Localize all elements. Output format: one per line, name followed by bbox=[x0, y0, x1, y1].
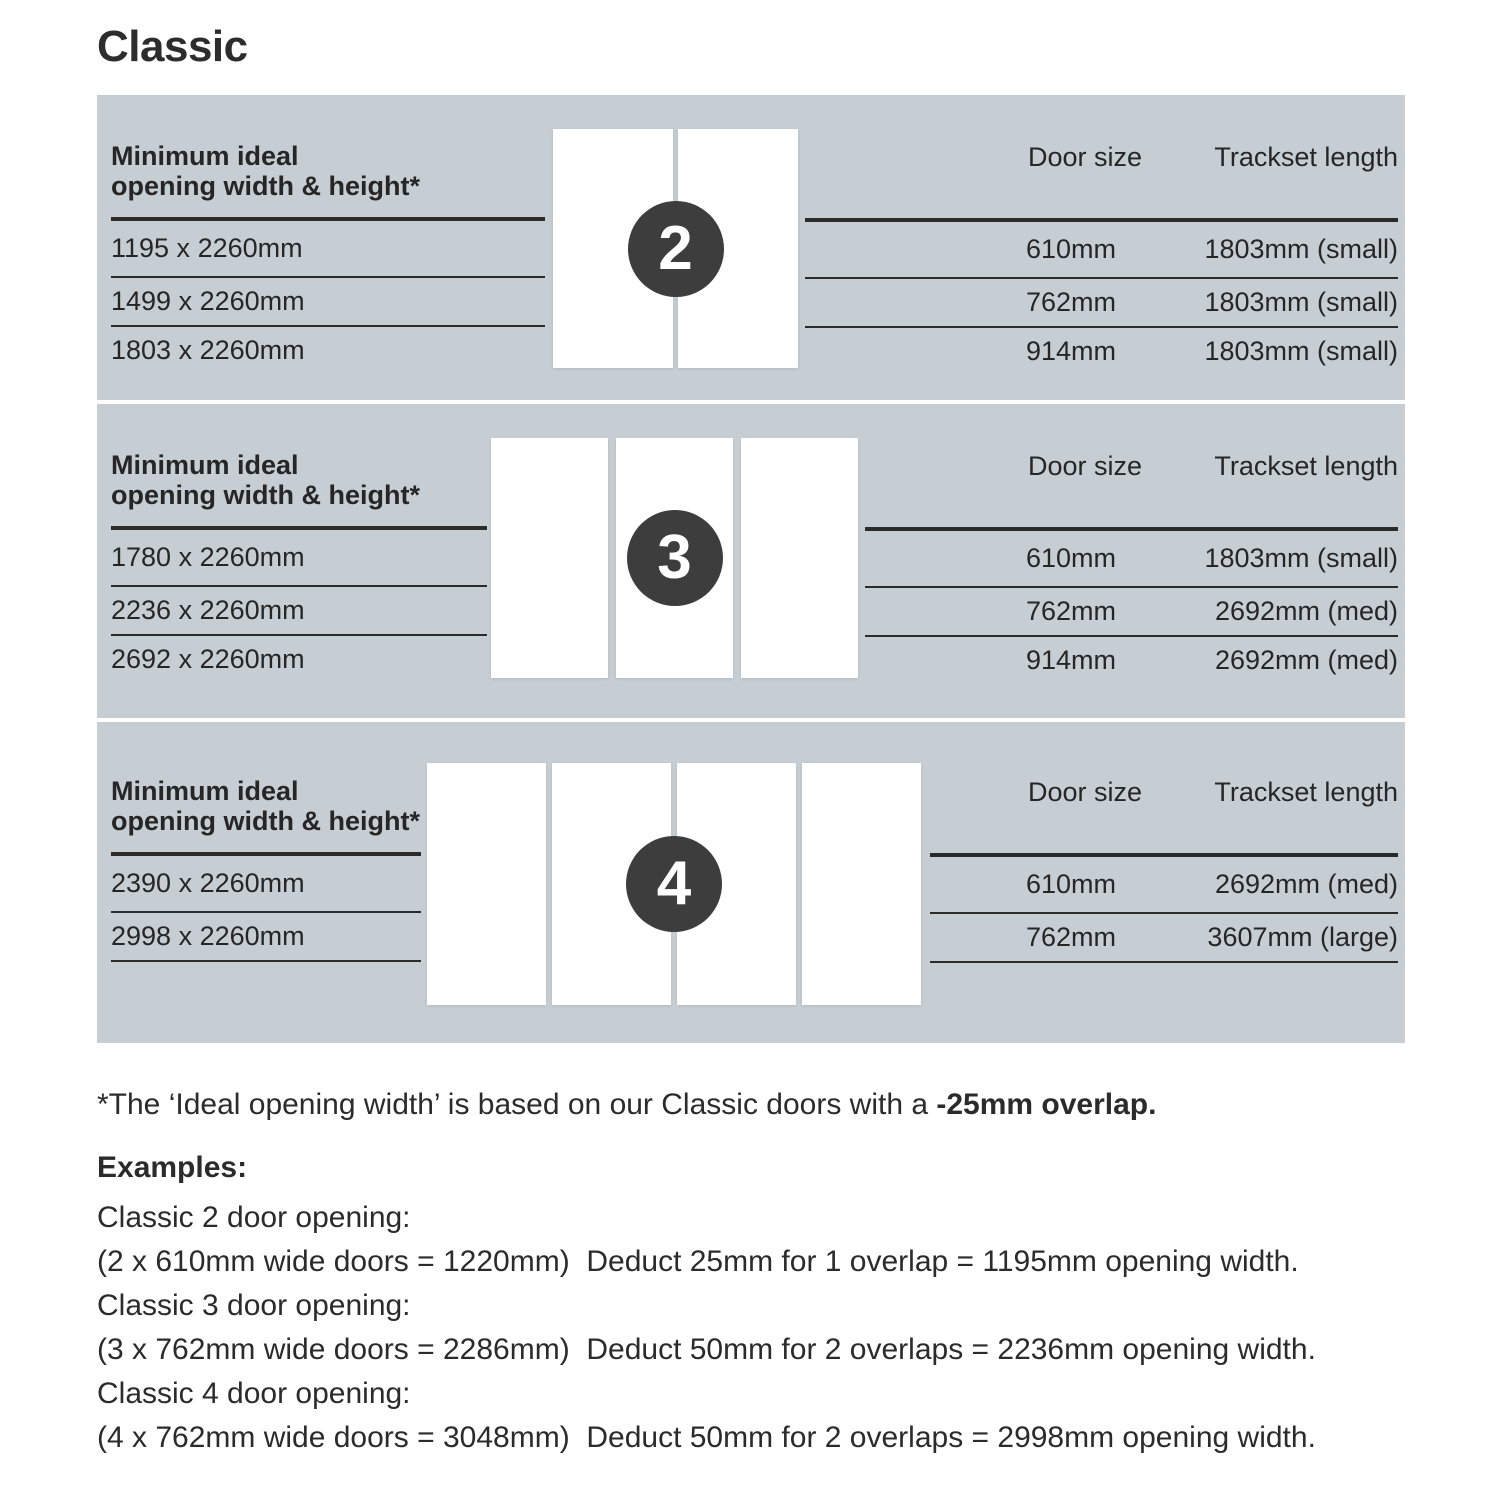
door-size-value: 762mm bbox=[1025, 596, 1116, 626]
opening-size-column bbox=[111, 722, 421, 962]
door-size-value: 914mm bbox=[1025, 645, 1116, 675]
door-size-header: Door size bbox=[1027, 451, 1142, 481]
opening-row bbox=[111, 856, 421, 913]
example-line: Classic 4 door opening: bbox=[97, 1377, 411, 1410]
section-4-door bbox=[97, 722, 1405, 1043]
opening-header-line1: Minimum ideal bbox=[111, 450, 299, 480]
examples-block bbox=[97, 1150, 1316, 1460]
opening-value: 1803 x 2260mm bbox=[111, 335, 305, 365]
door-diagram-2 bbox=[553, 129, 798, 368]
example-line: Classic 2 door opening: bbox=[97, 1201, 411, 1234]
opening-value: 2236 x 2260mm bbox=[111, 595, 305, 625]
door-panel bbox=[491, 438, 608, 678]
example-line: (2 x 610mm wide doors = 1220mm) Deduct 25mm for 1 overlap = 1195mm opening width. bbox=[97, 1245, 1299, 1278]
opening-row bbox=[111, 530, 487, 587]
opening-value: 2692 x 2260mm bbox=[111, 644, 305, 674]
opening-value: 2390 x 2260mm bbox=[111, 868, 305, 898]
trackset-value: 1803mm (small) bbox=[1204, 287, 1398, 317]
trackset-value: 2692mm (med) bbox=[1214, 869, 1398, 899]
opening-column-header bbox=[111, 139, 545, 221]
door-size-value: 762mm bbox=[1025, 287, 1116, 317]
opening-header-line2: opening width & height* bbox=[111, 806, 420, 836]
opening-row bbox=[111, 278, 545, 327]
example-line: (3 x 762mm wide doors = 2286mm) Deduct 50mm for 2 overlaps = 2236mm opening width. bbox=[97, 1333, 1316, 1366]
trackset-value: 1803mm (small) bbox=[1204, 234, 1398, 264]
door-count: 4 bbox=[656, 849, 692, 918]
table-row bbox=[805, 279, 1398, 328]
door-diagram-4 bbox=[427, 763, 921, 1005]
door-size-value: 914mm bbox=[1025, 336, 1116, 366]
opening-column-header bbox=[111, 774, 421, 856]
door-panel bbox=[802, 763, 921, 1005]
door-count-badge bbox=[627, 510, 723, 606]
door-size-value: 762mm bbox=[1025, 922, 1116, 952]
trackset-value: 2692mm (med) bbox=[1214, 645, 1398, 675]
table-row bbox=[865, 588, 1398, 637]
opening-size-column bbox=[111, 404, 487, 683]
door-size-value: 610mm bbox=[1025, 234, 1116, 264]
opening-value: 1499 x 2260mm bbox=[111, 286, 305, 316]
opening-row bbox=[111, 221, 545, 278]
trackset-header: Trackset length bbox=[1214, 451, 1398, 481]
table-row bbox=[930, 857, 1398, 914]
door-count-badge bbox=[626, 836, 722, 932]
examples-heading: Examples: bbox=[97, 1151, 248, 1184]
size-trackset-column bbox=[865, 404, 1398, 684]
section-3-door bbox=[97, 404, 1405, 718]
opening-header-line2: opening width & height* bbox=[111, 480, 420, 510]
trackset-value: 1803mm (small) bbox=[1204, 543, 1398, 573]
opening-value: 2998 x 2260mm bbox=[111, 921, 305, 951]
opening-size-column bbox=[111, 95, 545, 374]
table-row bbox=[930, 914, 1398, 963]
door-size-header: Door size bbox=[1027, 777, 1142, 807]
example-line: (4 x 762mm wide doors = 3048mm) Deduct 50mm for 2 overlaps = 2998mm opening width. bbox=[97, 1421, 1316, 1454]
opening-value: 1780 x 2260mm bbox=[111, 542, 305, 572]
door-panel bbox=[741, 438, 858, 678]
opening-row bbox=[111, 587, 487, 636]
trackset-header: Trackset length bbox=[1214, 142, 1398, 172]
opening-row bbox=[111, 327, 545, 374]
footnote-bold: -25mm overlap. bbox=[936, 1088, 1157, 1121]
table-row bbox=[805, 222, 1398, 279]
door-size-value: 610mm bbox=[1025, 543, 1116, 573]
trackset-value: 3607mm (large) bbox=[1207, 922, 1398, 952]
opening-column-header bbox=[111, 448, 487, 530]
door-size-header: Door size bbox=[1027, 142, 1142, 172]
trackset-header: Trackset length bbox=[1214, 777, 1398, 807]
opening-header-line2: opening width & height* bbox=[111, 171, 420, 201]
opening-row bbox=[111, 913, 421, 962]
opening-header-line1: Minimum ideal bbox=[111, 776, 299, 806]
opening-header-line1: Minimum ideal bbox=[111, 141, 299, 171]
opening-row bbox=[111, 636, 487, 683]
size-column-header bbox=[930, 774, 1398, 857]
door-count-badge bbox=[628, 201, 724, 297]
footnote-text: *The ‘Ideal opening width’ is based on our Classic doors with a bbox=[97, 1088, 937, 1121]
table-row bbox=[865, 531, 1398, 588]
size-column-header bbox=[865, 448, 1398, 531]
opening-value: 1195 x 2260mm bbox=[111, 233, 303, 263]
spec-panel bbox=[97, 95, 1405, 1043]
door-count: 3 bbox=[657, 523, 692, 592]
trackset-value: 2692mm (med) bbox=[1214, 596, 1398, 626]
door-count: 2 bbox=[658, 213, 693, 283]
door-panel bbox=[427, 763, 546, 1005]
size-column-header bbox=[805, 139, 1398, 222]
page-title: Classic bbox=[97, 22, 248, 71]
overlap-footnote bbox=[97, 1088, 1156, 1122]
trackset-value: 1803mm (small) bbox=[1204, 336, 1398, 366]
size-trackset-column bbox=[930, 722, 1398, 963]
door-size-value: 610mm bbox=[1025, 869, 1116, 899]
section-2-door bbox=[97, 95, 1405, 400]
example-line: Classic 3 door opening: bbox=[97, 1289, 411, 1322]
door-diagram-3 bbox=[491, 438, 858, 678]
size-trackset-column bbox=[805, 95, 1398, 375]
table-row bbox=[805, 328, 1398, 375]
table-row bbox=[865, 637, 1398, 684]
